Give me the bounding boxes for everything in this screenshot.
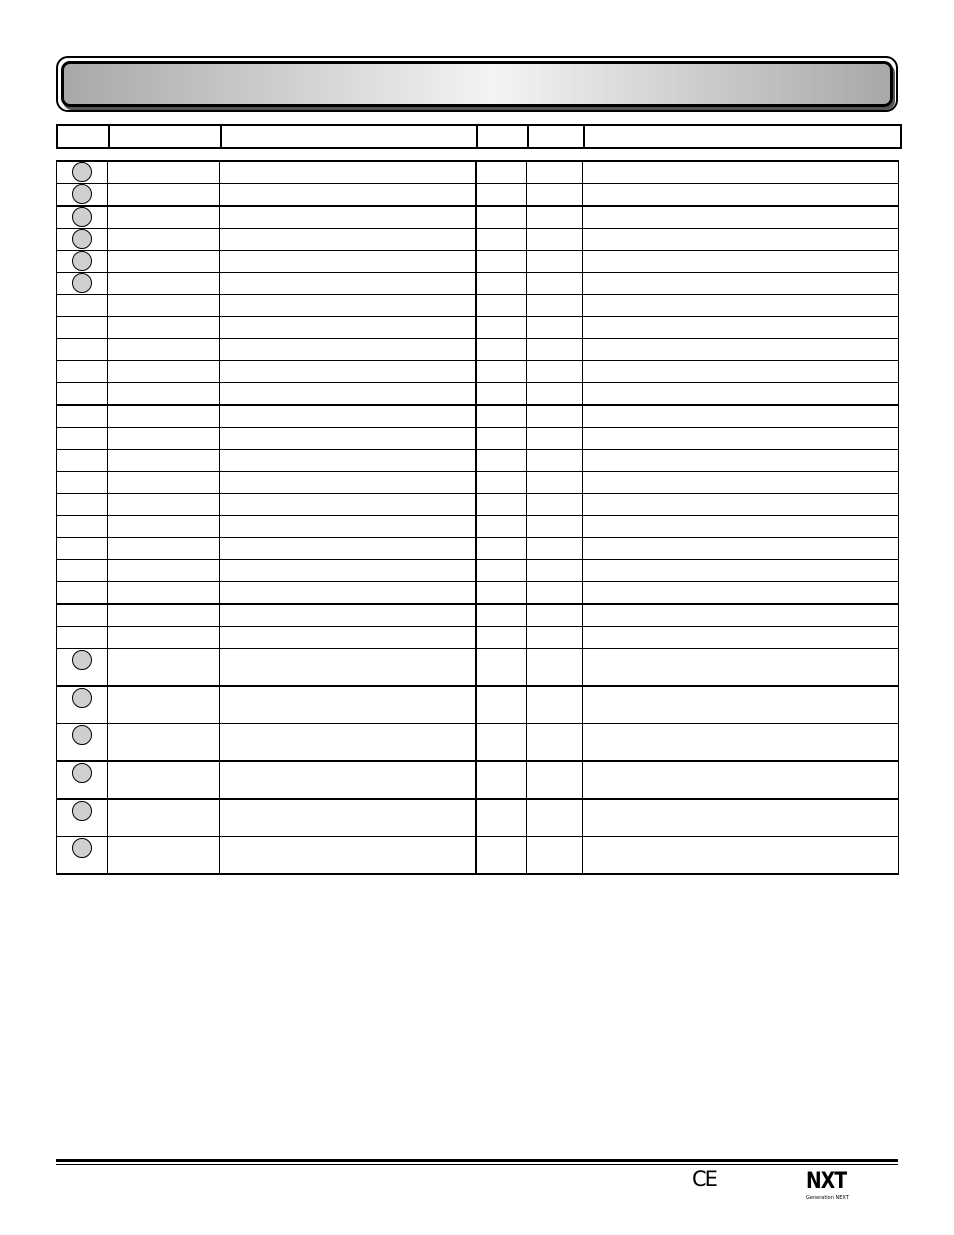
- table-cell: [108, 206, 220, 229]
- table-cell: [527, 761, 583, 799]
- table-row: [57, 428, 899, 450]
- table-cell: [476, 799, 527, 837]
- table-cell: [108, 472, 220, 494]
- table-cell: [220, 538, 476, 560]
- table-cell: [583, 627, 899, 649]
- table-cell: [583, 582, 899, 605]
- table-cell: [527, 686, 583, 724]
- table-cell: [108, 229, 220, 251]
- table-cell: [108, 627, 220, 649]
- table-cell: [476, 538, 527, 560]
- table-cell: [108, 761, 220, 799]
- table-row: [57, 560, 899, 582]
- table-cell: [476, 273, 527, 295]
- table-cell: [583, 538, 899, 560]
- table-cell: [527, 339, 583, 361]
- table-cell: [527, 516, 583, 538]
- brand-logo: [806, 1170, 856, 1204]
- parts-table: [56, 160, 899, 875]
- table-cell: [108, 604, 220, 627]
- logo-tagline: Generation NEXT: [806, 1195, 849, 1201]
- table-cell: [476, 295, 527, 317]
- table-cell: [476, 516, 527, 538]
- table-cell: [108, 724, 220, 762]
- table-cell: [220, 383, 476, 406]
- table-cell: [583, 799, 899, 837]
- callout-bubble-icon: [72, 763, 92, 783]
- table-row: [57, 273, 899, 295]
- table-cell: [57, 251, 108, 273]
- table-cell: [108, 428, 220, 450]
- table-cell: [108, 361, 220, 383]
- table-cell: [57, 450, 108, 472]
- table-cell: [108, 184, 220, 207]
- table-cell: [108, 837, 220, 875]
- table-cell: [527, 251, 583, 273]
- table-cell: [527, 361, 583, 383]
- header-row: [57, 125, 901, 148]
- table-cell: [108, 339, 220, 361]
- parts-table-header: [56, 124, 902, 149]
- table-cell: [476, 560, 527, 582]
- table-row: [57, 516, 899, 538]
- table-cell: [108, 295, 220, 317]
- table-cell: [57, 383, 108, 406]
- table-cell: [583, 184, 899, 207]
- table-cell: [583, 273, 899, 295]
- table-cell: [57, 472, 108, 494]
- table-cell: [57, 724, 108, 762]
- table-cell: [476, 604, 527, 627]
- table-row: [57, 761, 899, 799]
- table-cell: [476, 229, 527, 251]
- table-cell: [583, 560, 899, 582]
- table-cell: [57, 405, 108, 428]
- table-cell: [57, 582, 108, 605]
- table-row: [57, 837, 899, 875]
- table-cell: [57, 295, 108, 317]
- table-cell: [476, 837, 527, 875]
- column-header: [477, 125, 528, 148]
- callout-bubble-icon: [72, 184, 92, 204]
- table-cell: [57, 339, 108, 361]
- table-cell: [57, 627, 108, 649]
- callout-bubble-icon: [72, 251, 92, 271]
- table-cell: [527, 161, 583, 184]
- callout-bubble-icon: [72, 725, 92, 745]
- callout-bubble-icon: [72, 207, 92, 227]
- table-row: [57, 184, 899, 207]
- table-row: [57, 538, 899, 560]
- table-cell: [583, 428, 899, 450]
- table-cell: [57, 560, 108, 582]
- table-cell: [527, 206, 583, 229]
- table-cell: [583, 405, 899, 428]
- table-cell: [220, 361, 476, 383]
- table-cell: [57, 837, 108, 875]
- table-cell: [220, 627, 476, 649]
- table-cell: [583, 206, 899, 229]
- table-cell: [476, 627, 527, 649]
- table-cell: [57, 184, 108, 207]
- table-cell: [527, 538, 583, 560]
- table-cell: [108, 686, 220, 724]
- footer-rule-thin: [56, 1164, 898, 1165]
- table-cell: [220, 799, 476, 837]
- table-cell: [527, 649, 583, 687]
- table-cell: [527, 184, 583, 207]
- callout-bubble-icon: [72, 229, 92, 249]
- callout-bubble-icon: [72, 688, 92, 708]
- table-cell: [108, 799, 220, 837]
- table-cell: [57, 799, 108, 837]
- footer-rule: [56, 1159, 898, 1162]
- table-cell: [57, 317, 108, 339]
- table-cell: [476, 472, 527, 494]
- column-header: [109, 125, 221, 148]
- table-cell: [57, 494, 108, 516]
- table-cell: [57, 761, 108, 799]
- table-cell: [583, 295, 899, 317]
- table-cell: [476, 428, 527, 450]
- table-cell: [476, 161, 527, 184]
- table-cell: [476, 649, 527, 687]
- table-cell: [220, 724, 476, 762]
- table-cell: [583, 472, 899, 494]
- table-cell: [57, 161, 108, 184]
- table-cell: [476, 686, 527, 724]
- table-cell: [476, 582, 527, 605]
- table-cell: [583, 686, 899, 724]
- table-cell: [220, 428, 476, 450]
- table-row: [57, 604, 899, 627]
- page-title-banner: [56, 56, 898, 112]
- table-cell: [527, 273, 583, 295]
- table-cell: [583, 317, 899, 339]
- table-cell: [108, 161, 220, 184]
- table-cell: [108, 538, 220, 560]
- table-cell: [108, 383, 220, 406]
- table-cell: [527, 560, 583, 582]
- table-row: [57, 339, 899, 361]
- parts-table-body: [57, 161, 899, 874]
- table-cell: [108, 251, 220, 273]
- table-cell: [220, 516, 476, 538]
- table-cell: [527, 627, 583, 649]
- table-cell: [220, 273, 476, 295]
- table-cell: [583, 361, 899, 383]
- table-cell: [220, 251, 476, 273]
- table-cell: [583, 604, 899, 627]
- table-cell: [527, 317, 583, 339]
- table-cell: [527, 472, 583, 494]
- table-cell: [220, 295, 476, 317]
- table-cell: [527, 405, 583, 428]
- table-cell: [220, 405, 476, 428]
- table-row: [57, 472, 899, 494]
- table-cell: [57, 649, 108, 687]
- table-cell: [527, 428, 583, 450]
- table-cell: [220, 686, 476, 724]
- table-cell: [220, 604, 476, 627]
- table-cell: [476, 206, 527, 229]
- table-cell: [220, 649, 476, 687]
- table-cell: [476, 450, 527, 472]
- table-cell: [583, 761, 899, 799]
- table-cell: [527, 494, 583, 516]
- table-cell: [57, 538, 108, 560]
- table-cell: [527, 383, 583, 406]
- table-cell: [527, 837, 583, 875]
- table-cell: [220, 472, 476, 494]
- table-cell: [220, 761, 476, 799]
- ce-mark-icon: CE: [692, 1167, 716, 1191]
- table-cell: [583, 837, 899, 875]
- table-cell: [476, 251, 527, 273]
- table-cell: [476, 494, 527, 516]
- table-cell: [108, 405, 220, 428]
- page-title: [61, 61, 893, 107]
- column-header: [584, 125, 901, 148]
- table-row: [57, 229, 899, 251]
- column-header: [528, 125, 584, 148]
- table-cell: [57, 229, 108, 251]
- table-cell: [220, 184, 476, 207]
- table-row: [57, 383, 899, 406]
- table-cell: [527, 724, 583, 762]
- table-row: [57, 582, 899, 605]
- table-cell: [583, 161, 899, 184]
- table-cell: [476, 361, 527, 383]
- table-cell: [527, 799, 583, 837]
- table-row: [57, 405, 899, 428]
- table-cell: [57, 361, 108, 383]
- callout-bubble-icon: [72, 162, 92, 182]
- table-row: [57, 206, 899, 229]
- table-row: [57, 361, 899, 383]
- table-cell: [220, 229, 476, 251]
- table-cell: [476, 724, 527, 762]
- table-cell: [527, 295, 583, 317]
- table-row: [57, 317, 899, 339]
- table-cell: [476, 383, 527, 406]
- callout-bubble-icon: [72, 273, 92, 293]
- table-cell: [108, 516, 220, 538]
- table-cell: [57, 206, 108, 229]
- table-cell: [220, 450, 476, 472]
- callout-bubble-icon: [72, 838, 92, 858]
- table-row: [57, 295, 899, 317]
- table-row: [57, 649, 899, 687]
- table-cell: [108, 450, 220, 472]
- table-cell: [108, 560, 220, 582]
- table-cell: [527, 582, 583, 605]
- table-cell: [57, 604, 108, 627]
- table-row: [57, 251, 899, 273]
- table-cell: [108, 582, 220, 605]
- table-cell: [527, 450, 583, 472]
- table-cell: [108, 494, 220, 516]
- table-cell: [220, 582, 476, 605]
- table-cell: [108, 317, 220, 339]
- table-row: [57, 686, 899, 724]
- table-cell: [583, 516, 899, 538]
- table-cell: [220, 339, 476, 361]
- table-cell: [108, 273, 220, 295]
- table-cell: [583, 494, 899, 516]
- table-row: [57, 724, 899, 762]
- table-cell: [57, 428, 108, 450]
- table-cell: [583, 450, 899, 472]
- table-cell: [220, 317, 476, 339]
- table-cell: [583, 339, 899, 361]
- table-cell: [583, 229, 899, 251]
- table-cell: [57, 273, 108, 295]
- table-row: [57, 494, 899, 516]
- table-row: [57, 161, 899, 184]
- table-cell: [583, 724, 899, 762]
- logo-word: NXT: [806, 1169, 847, 1194]
- column-header: [221, 125, 477, 148]
- table-cell: [527, 229, 583, 251]
- table-row: [57, 627, 899, 649]
- table-cell: [57, 516, 108, 538]
- table-cell: [220, 560, 476, 582]
- table-cell: [476, 405, 527, 428]
- table-cell: [476, 317, 527, 339]
- table-cell: [108, 649, 220, 687]
- table-row: [57, 450, 899, 472]
- callout-bubble-icon: [72, 801, 92, 821]
- table-cell: [583, 251, 899, 273]
- table-cell: [583, 649, 899, 687]
- table-cell: [220, 206, 476, 229]
- table-cell: [57, 686, 108, 724]
- table-cell: [583, 383, 899, 406]
- table-cell: [220, 494, 476, 516]
- callout-bubble-icon: [72, 650, 92, 670]
- table-row: [57, 799, 899, 837]
- table-cell: [220, 837, 476, 875]
- column-header: [57, 125, 109, 148]
- table-cell: [527, 604, 583, 627]
- table-cell: [476, 339, 527, 361]
- table-cell: [220, 161, 476, 184]
- table-cell: [476, 184, 527, 207]
- table-cell: [476, 761, 527, 799]
